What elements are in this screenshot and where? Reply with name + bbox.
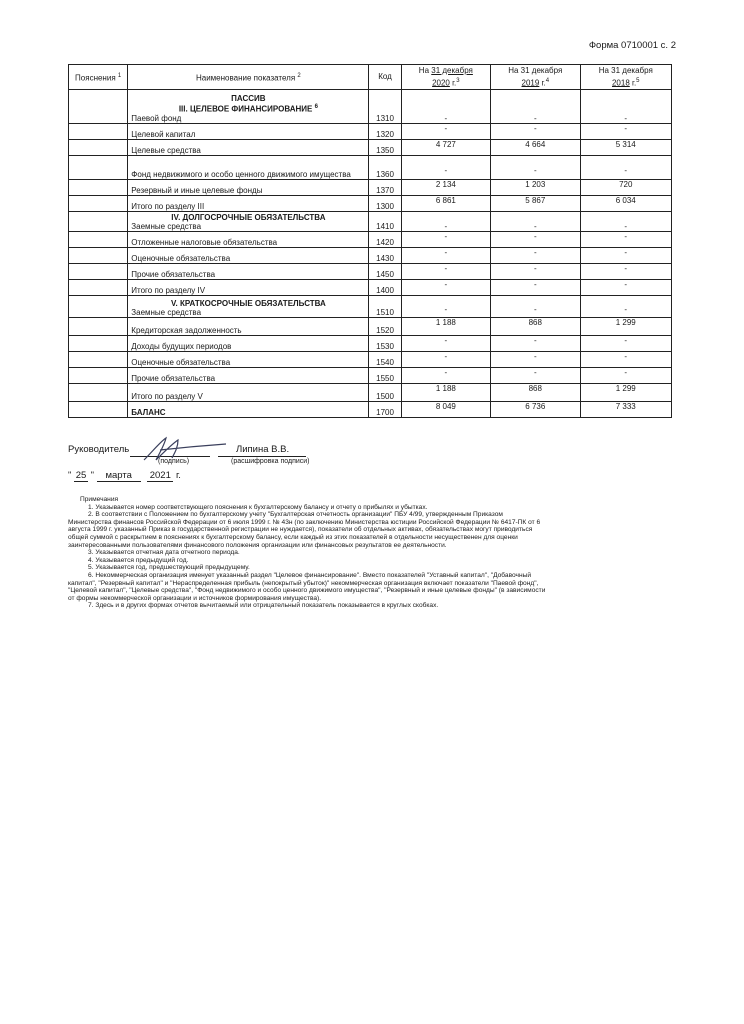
value-2019: 1 203 — [491, 180, 580, 196]
table-row — [69, 180, 672, 196]
section-title-3: III. ЦЕЛЕВОЕ ФИНАНСИРОВАНИЕ $^6$ — [178, 104, 318, 114]
table-row — [69, 90, 672, 124]
value-2019: - — [491, 90, 580, 124]
table-row — [69, 318, 672, 336]
value-2018: 5 314 — [580, 140, 672, 156]
value-2018: 7 333 — [580, 402, 672, 418]
value-2018: - — [580, 124, 672, 140]
table-row — [69, 124, 672, 140]
row-code: 1420 — [369, 232, 401, 248]
value-2020: - — [401, 212, 490, 232]
value-2019: - — [491, 212, 580, 232]
row-code: 1310 — [369, 90, 401, 124]
value-2020: - — [401, 296, 490, 318]
value-2020: 1 188 — [401, 318, 490, 336]
value-2018: - — [580, 232, 672, 248]
row-name: Прочие обязательства — [128, 264, 369, 280]
row-code: 1370 — [369, 180, 401, 196]
value-2019: - — [491, 156, 580, 180]
table-header-row — [69, 65, 672, 90]
footnote-item: 3. Указывается отчетная дата отчетного периода. — [88, 549, 240, 557]
table-row — [69, 212, 672, 232]
value-2018: 1 299 — [580, 384, 672, 402]
signature-block — [68, 444, 368, 494]
row-name: Доходы будущих периодов — [128, 336, 369, 352]
footnote-item: 1. Указывается номер соответствующего пояснения к бухгалтерскому балансу и отчету о прибылях и убытках. — [88, 503, 428, 511]
row-code: 1540 — [369, 352, 401, 368]
row-name: Целевые средства — [128, 140, 369, 156]
value-2019: - — [491, 264, 580, 280]
row-code: 1360 — [369, 156, 401, 180]
value-2018: - — [580, 368, 672, 384]
section-title-5: V. КРАТКОСРОЧНЫЕ ОБЯЗАТЕЛЬСТВА — [170, 299, 326, 308]
value-2020: 2 134 — [401, 180, 490, 196]
row-name: Фонд недвижимого и особо ценного движимого имущества — [128, 156, 369, 180]
table-row — [69, 140, 672, 156]
table-row — [69, 352, 672, 368]
value-2018: - — [580, 352, 672, 368]
value-2019: - — [491, 248, 580, 264]
date-day: 25 — [75, 470, 87, 481]
table-row — [69, 248, 672, 264]
value-2019: - — [491, 368, 580, 384]
value-2020: - — [401, 156, 490, 180]
row-name: Итого по разделу IV — [128, 280, 369, 296]
table-row — [69, 232, 672, 248]
row-name: Итого по разделу V — [128, 384, 369, 402]
col-header-name: Наименование показателя $^2$ — [128, 65, 369, 90]
table-row — [69, 336, 672, 352]
row-code: 1520 — [369, 318, 401, 336]
row-code: 1300 — [369, 196, 401, 212]
value-2018: 720 — [580, 180, 672, 196]
col-header-2018: На 31 декабря 2018 г.$^5$ — [580, 65, 672, 90]
value-2018: - — [580, 90, 672, 124]
footnotes — [68, 496, 548, 610]
row-code: 1510 — [369, 296, 401, 318]
row-code: 1450 — [369, 264, 401, 280]
row-name: Прочие обязательства — [128, 368, 369, 384]
footnote-item: 6. Некоммерческая организация именует указанный раздел "Целевое финансирование". Вместо показателей "Уставный капитал", "Добавочный капитал", "Резервный капитал" и "Нераспределенная прибыль (непокрытый убыток)" некоммерческая организация включает показатели "Паевой фонд", "Целевой капитал", "Целевые средства", "Фонд недвижимого и особо ценного движимого имущества", "Резервный и иные целевые фонды" (в зависимости от формы некоммерческой организации и источников формирования имущества). — [68, 571, 546, 602]
row-code: 1410 — [369, 212, 401, 232]
value-2018: - — [580, 336, 672, 352]
footnote-item: 2. В соответствии с Положением по бухгалтерскому учету "Бухгалтерская отчетность организации" ПБУ 4/99, утвержденным Приказом Министерства финансов Российской Федерации от 6 июля 1999 г. № 43н (по заключению Министерства юстиции Российской Федерации № 6417-ПК от 6 августа 1999 г. указанный Приказ в государственной регистрации не нуждается), показатели об отдельных активах, обязательствах могут приводиться общей суммой с раскрытием в пояснениях к бухгалтерскому балансу, если каждый из этих показателей в отдельности несущественен для оценки заинтересованными пользователями финансового положения организации или финансовых результатов ее деятельности. — [68, 511, 541, 549]
footnote-item: 4. Указывается предыдущий год. — [88, 556, 189, 564]
value-2019: - — [491, 336, 580, 352]
footnote-item: 7. Здесь и в других формах отчетов вычитаемый или отрицательный показатель показывается в круглых скобках. — [88, 602, 439, 610]
value-2018: 1 299 — [580, 318, 672, 336]
table-row — [69, 156, 672, 180]
row-name: Кредиторская задолженность — [128, 318, 369, 336]
value-2020: 6 861 — [401, 196, 490, 212]
value-2018: - — [580, 264, 672, 280]
col-header-code: Код — [369, 65, 401, 90]
signing-date: " 25 " марта 2021 г. — [68, 470, 181, 481]
value-2019: 868 — [491, 384, 580, 402]
row-name: ПАССИВ III. ЦЕЛЕВОЕ ФИНАНСИРОВАНИЕ $^6$ Паевой фонд — [128, 90, 369, 124]
row-code: 1430 — [369, 248, 401, 264]
footnotes-title: Примечания — [80, 496, 119, 503]
value-2019: 5 867 — [491, 196, 580, 212]
row-code: 1350 — [369, 140, 401, 156]
value-2020: - — [401, 336, 490, 352]
caption-signature: (подпись) — [158, 458, 190, 465]
row-code: 1400 — [369, 280, 401, 296]
value-2020: - — [401, 248, 490, 264]
row-code: 1700 — [369, 402, 401, 418]
row-name: V. КРАТКОСРОЧНЫЕ ОБЯЗАТЕЛЬСТВА Заемные средства — [128, 296, 369, 318]
value-2018: - — [580, 212, 672, 232]
caption-decode: (расшифровка подписи) — [231, 458, 310, 465]
table-row — [69, 280, 672, 296]
row-name: БАЛАНС — [128, 402, 369, 418]
value-2020: - — [401, 90, 490, 124]
table-row — [69, 402, 672, 418]
form-reference: Форма 0710001 с. 2 — [588, 40, 676, 51]
date-year: 2021 — [147, 470, 173, 482]
value-2020: 8 049 — [401, 402, 490, 418]
value-2019: 6 736 — [491, 402, 580, 418]
value-2018: 6 034 — [580, 196, 672, 212]
value-2018: - — [580, 280, 672, 296]
footnote-item: 5. Указывается год, предшествующий предыдущему. — [88, 564, 250, 572]
value-2020: - — [401, 264, 490, 280]
value-2019: 868 — [491, 318, 580, 336]
table-row — [69, 368, 672, 384]
value-2019: 4 664 — [491, 140, 580, 156]
value-2020: - — [401, 280, 490, 296]
row-name: IV. ДОЛГОСРОЧНЫЕ ОБЯЗАТЕЛЬСТВА Заемные средства — [128, 212, 369, 232]
value-2019: - — [491, 352, 580, 368]
value-2020: 4 727 — [401, 140, 490, 156]
table-row — [69, 196, 672, 212]
value-2020: - — [401, 352, 490, 368]
row-name: Целевой капитал — [128, 124, 369, 140]
row-code: 1530 — [369, 336, 401, 352]
row-name: Оценочные обязательства — [128, 248, 369, 264]
section-title-passiv: ПАССИВ — [231, 94, 266, 104]
signer-role: Руководитель — [68, 444, 130, 455]
value-2019: - — [491, 296, 580, 318]
value-2019: - — [491, 280, 580, 296]
value-2020: - — [401, 232, 490, 248]
value-2020: - — [401, 368, 490, 384]
value-2018: - — [580, 156, 672, 180]
col-header-notes: Пояснения $^1$ — [69, 65, 128, 90]
row-code: 1500 — [369, 384, 401, 402]
row-name: Оценочные обязательства — [128, 352, 369, 368]
value-2019: - — [491, 232, 580, 248]
signature-decode-line — [218, 456, 306, 457]
signer-name: Липина В.В. — [236, 444, 290, 455]
row-code: 1320 — [369, 124, 401, 140]
section-title-4: IV. ДОЛГОСРОЧНЫЕ ОБЯЗАТЕЛЬСТВА — [171, 213, 326, 222]
col-header-2020: На 31 декабря 2020 г.$^3$ — [401, 65, 490, 90]
col-header-2019: На 31 декабря 2019 г.$^4$ — [491, 65, 580, 90]
value-2018: - — [580, 248, 672, 264]
value-2020: - — [401, 124, 490, 140]
value-2020: 1 188 — [401, 384, 490, 402]
row-name: Отложенные налоговые обязательства — [128, 232, 369, 248]
value-2018: - — [580, 296, 672, 318]
table-row — [69, 384, 672, 402]
row-name: Резервный и иные целевые фонды — [128, 180, 369, 196]
row-code: 1550 — [369, 368, 401, 384]
table-row — [69, 296, 672, 318]
row-name: Итого по разделу III — [128, 196, 369, 212]
balance-table — [68, 64, 672, 418]
table-row — [69, 264, 672, 280]
date-month: марта — [97, 470, 141, 482]
value-2019: - — [491, 124, 580, 140]
